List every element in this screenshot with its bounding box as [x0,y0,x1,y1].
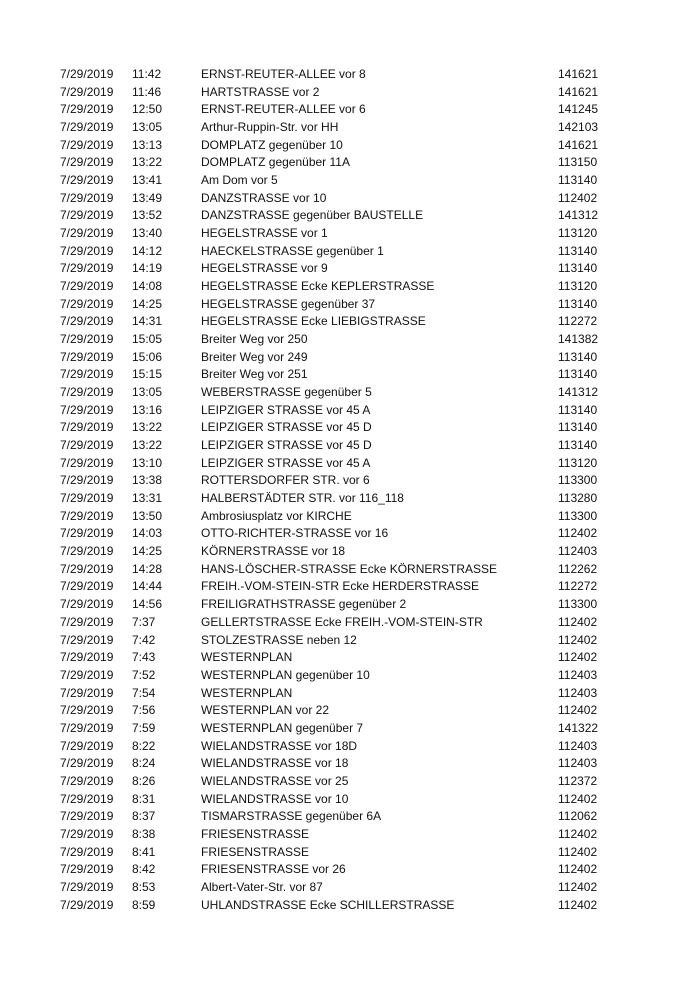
code-cell: 112372 [558,773,598,788]
date-cell: 7/29/2019 [60,597,114,612]
date-cell: 7/29/2019 [60,561,114,576]
time-cell: 8:38 [132,826,156,841]
location-cell: HANS-LÖSCHER-STRASSE Ecke KÖRNERSTRASSE [201,561,498,576]
time-cell: 8:31 [132,791,156,806]
time-cell: 7:56 [132,703,156,718]
code-cell: 141382 [558,332,599,347]
code-cell: 113150 [558,155,598,170]
code-cell: 113140 [558,261,598,276]
date-cell: 7/29/2019 [60,579,114,594]
table-row [60,543,660,561]
date-cell: 7/29/2019 [60,226,114,241]
code-cell: 112402 [558,190,598,205]
time-cell: 15:06 [132,349,163,364]
table-row [60,897,660,915]
code-cell: 112262 [558,561,598,576]
table-row [60,455,660,473]
date-cell: 7/29/2019 [60,349,114,364]
code-cell: 112272 [558,314,598,329]
table-row [60,101,660,119]
location-cell: DANZSTRASSE gegenüber BAUSTELLE [201,208,424,223]
code-cell: 112403 [558,685,598,700]
location-cell: TISMARSTRASSE gegenüber 6A [201,809,382,824]
location-cell: WIELANDSTRASSE vor 18 [201,756,349,771]
table-row [60,649,660,667]
date-cell: 7/29/2019 [60,455,114,470]
code-cell: 113140 [558,420,598,435]
time-cell: 7:42 [132,632,156,647]
time-cell: 11:42 [132,67,162,81]
date-cell: 7/29/2019 [60,879,114,894]
time-cell: 8:26 [132,773,156,788]
code-cell: 113140 [558,173,598,188]
time-cell: 13:05 [132,385,163,400]
time-cell: 8:53 [132,879,156,894]
time-cell: 7:52 [132,667,156,682]
table-row [60,773,660,791]
date-cell: 7/29/2019 [60,208,114,223]
date-cell: 7/29/2019 [60,544,114,559]
table-row [60,190,660,208]
date-cell: 7/29/2019 [60,279,114,294]
table-row [60,296,660,314]
date-cell: 7/29/2019 [60,67,114,81]
time-cell: 13:40 [132,226,163,241]
date-cell: 7/29/2019 [60,296,114,311]
table-row [60,808,660,826]
time-cell: 13:13 [132,137,163,152]
code-cell: 142103 [558,120,599,135]
date-cell: 7/29/2019 [60,173,114,188]
code-cell: 112402 [558,844,598,859]
date-cell: 7/29/2019 [60,155,114,170]
table-row [60,84,660,102]
date-cell: 7/29/2019 [60,685,114,700]
code-cell: 112403 [558,544,598,559]
table-row [60,791,660,809]
code-cell: 112402 [558,614,598,629]
location-cell: WESTERNPLAN gegenüber 7 [201,720,364,735]
table-row [60,243,660,261]
time-cell: 14:31 [132,314,163,329]
location-cell: UHLANDSTRASSE Ecke SCHILLERSTRASSE [201,897,455,912]
code-cell: 113300 [558,508,598,523]
location-cell: FRIESENSTRASSE [201,826,310,841]
location-cell: WESTERNPLAN vor 22 [201,703,330,718]
time-cell: 15:15 [132,367,163,382]
code-cell: 141312 [558,208,599,223]
location-cell: HALBERSTÄDTER STR. vor 116_118 [201,491,404,506]
location-cell: WIELANDSTRASSE vor 10 [201,791,349,806]
date-cell: 7/29/2019 [60,844,114,859]
time-cell: 13:31 [132,491,163,506]
location-cell: Breiter Weg vor 251 [201,367,308,382]
location-cell: LEIPZIGER STRASSE vor 45 A [201,455,371,470]
date-cell: 7/29/2019 [60,862,114,877]
time-cell: 13:10 [132,455,163,470]
code-cell: 141621 [558,67,599,81]
date-cell: 7/29/2019 [60,756,114,771]
date-cell: 7/29/2019 [60,614,114,629]
location-cell: KÖRNERSTRASSE vor 18 [201,544,346,559]
date-cell: 7/29/2019 [60,438,114,453]
code-cell: 141621 [558,137,599,152]
location-cell: WESTERNPLAN [201,685,293,700]
location-cell: ROTTERSDORFER STR. vor 6 [201,473,370,488]
time-cell: 8:41 [132,844,156,859]
time-cell: 11:46 [132,84,162,99]
date-cell: 7/29/2019 [60,897,114,912]
code-cell: 113140 [558,243,598,258]
date-cell: 7/29/2019 [60,137,114,152]
date-cell: 7/29/2019 [60,402,114,417]
date-cell: 7/29/2019 [60,826,114,841]
table-row [60,207,660,225]
code-cell: 112272 [558,579,598,594]
code-cell: 113140 [558,438,598,453]
table-row [60,66,660,84]
location-cell: WEBERSTRASSE gegenüber 5 [201,385,372,400]
location-cell: STOLZESTRASSE neben 12 [201,632,357,647]
code-cell: 141621 [558,84,599,99]
code-cell: 112402 [558,703,598,718]
code-cell: 112402 [558,526,598,541]
table-row [60,366,660,384]
table-row [60,119,660,137]
table-row [60,490,660,508]
location-cell: WESTERNPLAN gegenüber 10 [201,667,370,682]
date-cell: 7/29/2019 [60,473,114,488]
code-cell: 112402 [558,791,598,806]
table-row [60,154,660,172]
date-cell: 7/29/2019 [60,791,114,806]
date-cell: 7/29/2019 [60,367,114,382]
code-cell: 112402 [558,826,598,841]
date-cell: 7/29/2019 [60,314,114,329]
table-row [60,685,660,703]
date-cell: 7/29/2019 [60,650,114,665]
time-cell: 13:41 [132,173,163,188]
date-cell: 7/29/2019 [60,773,114,788]
time-cell: 13:49 [132,190,163,205]
table-row [60,826,660,844]
location-cell: WIELANDSTRASSE vor 25 [201,773,349,788]
time-cell: 13:22 [132,420,163,435]
table-row [60,260,660,278]
time-cell: 7:54 [132,685,156,700]
location-cell: Breiter Weg vor 250 [201,332,308,347]
date-cell: 7/29/2019 [60,84,114,99]
location-cell: LEIPZIGER STRASSE vor 45 D [201,420,372,435]
date-cell: 7/29/2019 [60,703,114,718]
date-cell: 7/29/2019 [60,508,114,523]
location-cell: Am Dom vor 5 [201,173,278,188]
table-row [60,702,660,720]
location-cell: DANZSTRASSE vor 10 [201,190,327,205]
code-cell: 113280 [558,491,598,506]
table-row [60,508,660,526]
date-cell: 7/29/2019 [60,738,114,753]
table-row [60,755,660,773]
location-cell: Breiter Weg vor 249 [201,349,308,364]
date-cell: 7/29/2019 [60,809,114,824]
location-cell: DOMPLATZ gegenüber 11A [201,155,350,170]
location-cell: Albert-Vater-Str. vor 87 [201,879,323,894]
time-cell: 13:38 [132,473,163,488]
table-row [60,225,660,243]
time-cell: 13:16 [132,402,163,417]
date-cell: 7/29/2019 [60,526,114,541]
table-row [60,437,660,455]
table-row [60,278,660,296]
code-cell: 141312 [558,385,599,400]
code-cell: 112402 [558,897,598,912]
date-cell: 7/29/2019 [60,385,114,400]
table-row [60,331,660,349]
location-cell: Arthur-Ruppin-Str. vor HH [201,120,339,135]
time-cell: 7:59 [132,720,156,735]
time-cell: 14:19 [132,261,163,276]
location-cell: HEGELSTRASSE Ecke LIEBIGSTRASSE [201,314,426,329]
code-cell: 112403 [558,667,598,682]
code-cell: 112402 [558,879,598,894]
time-cell: 14:56 [132,597,163,612]
location-cell: ERNST-REUTER-ALLEE vor 6 [201,102,366,117]
time-cell: 15:05 [132,332,163,347]
time-cell: 8:22 [132,738,156,753]
time-cell: 12:50 [132,102,163,117]
table-row [60,525,660,543]
time-cell: 14:25 [132,544,163,559]
code-cell: 113140 [558,296,598,311]
location-cell: OTTO-RICHTER-STRASSE vor 16 [201,526,389,541]
location-cell: HEGELSTRASSE Ecke KEPLERSTRASSE [201,279,435,294]
table-row [60,632,660,650]
code-cell: 141322 [558,720,599,735]
table-row [60,419,660,437]
location-cell: Ambrosiusplatz vor KIRCHE [201,508,352,523]
time-cell: 14:08 [132,279,163,294]
location-cell: FREIH.-VOM-STEIN-STR Ecke HERDERSTRASSE [201,579,480,594]
time-cell: 13:52 [132,208,163,223]
time-cell: 7:37 [132,614,156,629]
code-cell: 112402 [558,632,598,647]
code-cell: 113300 [558,597,598,612]
code-cell: 141245 [558,102,599,117]
code-cell: 113140 [558,402,598,417]
time-cell: 8:37 [132,809,156,824]
code-cell: 113300 [558,473,598,488]
date-cell: 7/29/2019 [60,720,114,735]
time-cell: 14:25 [132,296,163,311]
time-cell: 8:42 [132,862,156,877]
location-cell: FRIESENSTRASSE vor 26 [201,862,346,877]
code-cell: 112062 [558,809,598,824]
location-cell: WIELANDSTRASSE vor 18D [201,738,358,753]
table-row [60,879,660,897]
time-cell: 14:28 [132,561,163,576]
code-cell: 112402 [558,862,598,877]
code-cell: 113120 [558,455,598,470]
time-cell: 14:12 [132,243,163,258]
table-row [60,738,660,756]
table-row [60,472,660,490]
location-cell: HEGELSTRASSE gegenüber 37 [201,296,376,311]
table-row [60,844,660,862]
location-cell: HAECKELSTRASSE gegenüber 1 [201,243,384,258]
record-table [60,66,660,914]
location-cell: HEGELSTRASSE vor 1 [201,226,328,241]
table-row [60,349,660,367]
date-cell: 7/29/2019 [60,102,114,117]
table-row [60,384,660,402]
table-row [60,578,660,596]
table-row [60,614,660,632]
location-cell: HARTSTRASSE vor 2 [201,84,320,99]
location-cell: FREILIGRATHSTRASSE gegenüber 2 [201,597,407,612]
location-cell: WESTERNPLAN [201,650,293,665]
code-cell: 112403 [558,738,598,753]
table-row [60,720,660,738]
location-cell: FRIESENSTRASSE [201,844,310,859]
location-cell: GELLERTSTRASSE Ecke FREIH.-VOM-STEIN-STR [201,614,483,629]
date-cell: 7/29/2019 [60,420,114,435]
table-row [60,667,660,685]
location-cell: DOMPLATZ gegenüber 10 [201,137,343,152]
time-cell: 8:59 [132,897,156,912]
date-cell: 7/29/2019 [60,261,114,276]
table-row [60,596,660,614]
code-cell: 112402 [558,650,598,665]
date-cell: 7/29/2019 [60,332,114,347]
location-cell: HEGELSTRASSE vor 9 [201,261,328,276]
code-cell: 112403 [558,756,598,771]
time-cell: 13:50 [132,508,163,523]
code-cell: 113120 [558,226,598,241]
table-row [60,861,660,879]
date-cell: 7/29/2019 [60,667,114,682]
time-cell: 14:03 [132,526,163,541]
location-cell: ERNST-REUTER-ALLEE vor 8 [201,67,366,81]
date-cell: 7/29/2019 [60,491,114,506]
time-cell: 14:44 [132,579,163,594]
time-cell: 7:43 [132,650,156,665]
location-cell: LEIPZIGER STRASSE vor 45 D [201,438,372,453]
date-cell: 7/29/2019 [60,120,114,135]
time-cell: 13:05 [132,120,163,135]
time-cell: 13:22 [132,438,163,453]
time-cell: 13:22 [132,155,163,170]
table-row [60,137,660,155]
date-cell: 7/29/2019 [60,190,114,205]
table-row [60,402,660,420]
location-cell: LEIPZIGER STRASSE vor 45 A [201,402,371,417]
code-cell: 113140 [558,349,598,364]
date-cell: 7/29/2019 [60,632,114,647]
table-row [60,313,660,331]
code-cell: 113140 [558,367,598,382]
table-row [60,561,660,579]
date-cell: 7/29/2019 [60,243,114,258]
code-cell: 113120 [558,279,598,294]
table-row [60,172,660,190]
time-cell: 8:24 [132,756,156,771]
